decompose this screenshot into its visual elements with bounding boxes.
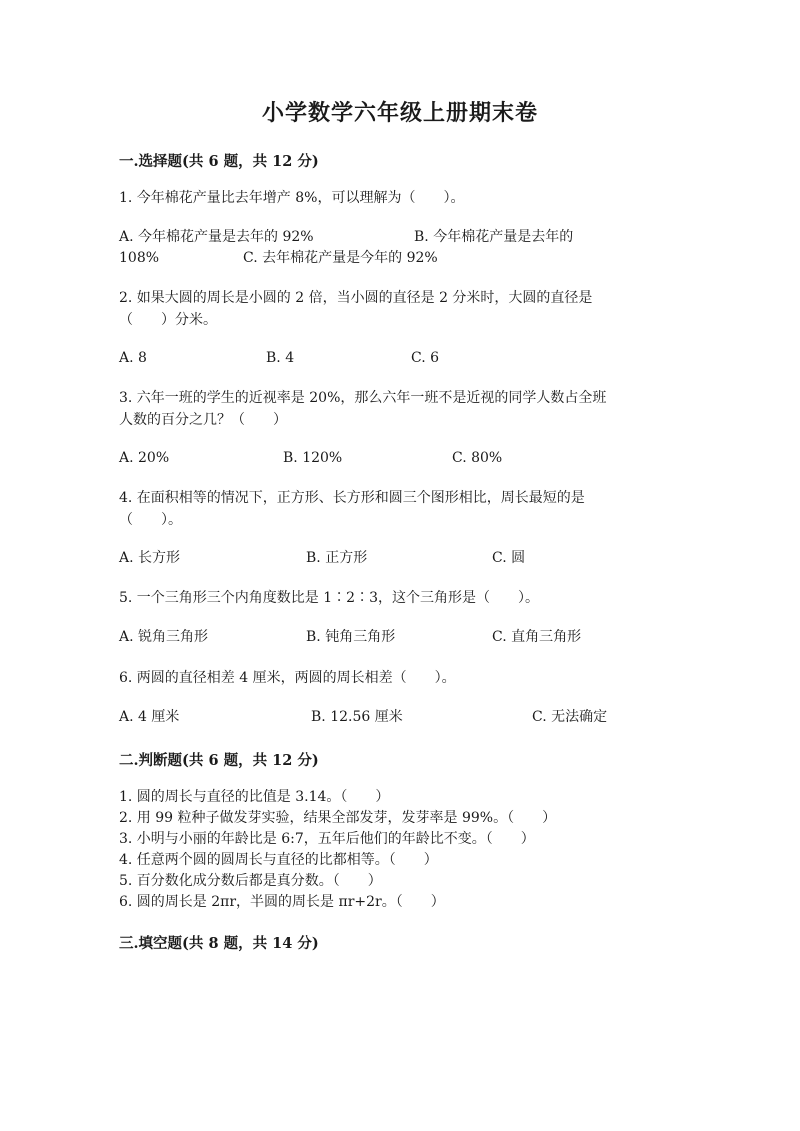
question-4-stem-line1: 4. 在面积相等的情况下，正方形、长方形和圆三个图形相比，周长最短的是	[119, 490, 585, 506]
question-4-option-c: C. 圆	[492, 550, 526, 566]
page-title: 小学数学六年级上册期末卷	[261, 100, 538, 126]
section-heading-fill-blank: 三.填空题(共 8 题，共 14 分)	[119, 935, 319, 952]
question-1-option-c: C. 去年棉花产量是今年的 92%	[243, 250, 438, 266]
section-heading-choice: 一.选择题(共 6 题，共 12 分)	[119, 153, 319, 170]
question-5-option-c: C. 直角三角形	[492, 629, 582, 645]
question-6-stem: 6. 两圆的直径相差 4 厘米，两圆的周长相差（ ）。	[119, 670, 456, 686]
question-2-stem-line2: （ ）分米。	[119, 312, 217, 328]
question-3-stem-line2: 人数的百分之几？（ ）	[119, 412, 287, 428]
question-6-option-a: A. 4 厘米	[119, 709, 180, 725]
question-1-stem: 1. 今年棉花产量比去年增产 8%，可以理解为（ ）。	[119, 190, 465, 206]
true-false-item-4: 4. 任意两个圆的圆周长与直径的比都相等。（ ）	[119, 852, 438, 868]
question-2-stem-line1: 2. 如果大圆的周长是小圆的 2 倍，当小圆的直径是 2 分米时，大圆的直径是	[119, 290, 593, 306]
true-false-item-5: 5. 百分数化成分数后都是真分数。（ ）	[119, 873, 382, 889]
question-1-option-b: B. 今年棉花产量是去年的	[414, 229, 574, 245]
question-2-option-c: C. 6	[411, 350, 440, 366]
true-false-item-6: 6. 圆的周长是 2πr，半圆的周长是 πr+2r。（ ）	[119, 894, 445, 910]
question-5-option-b: B. 钝角三角形	[306, 629, 396, 645]
question-1-option-b-continued: 108%	[119, 250, 160, 266]
true-false-item-1: 1. 圆的周长与直径的比值是 3.14。（ ）	[119, 789, 390, 805]
question-6-option-c: C. 无法确定	[532, 709, 608, 725]
true-false-item-2: 2. 用 99 粒种子做发芽实验，结果全部发芽，发芽率是 99%。（ ）	[119, 810, 557, 826]
question-4-option-a: A. 长方形	[119, 550, 181, 566]
question-5-stem: 5. 一个三角形三个内角度数比是 1∶2∶3，这个三角形是（ ）。	[119, 590, 539, 606]
section-heading-true-false: 二.判断题(共 6 题，共 12 分)	[119, 752, 319, 769]
question-3-stem-line1: 3. 六年一班的学生的近视率是 20%，那么六年一班不是近视的同学人数占全班	[119, 390, 607, 406]
question-4-option-b: B. 正方形	[306, 550, 368, 566]
question-1-option-a: A. 今年棉花产量是去年的 92%	[119, 229, 314, 245]
true-false-item-3: 3. 小明与小丽的年龄比是 6:7，五年后他们的年龄比不变。（ ）	[119, 831, 535, 847]
question-2-option-b: B. 4	[266, 350, 295, 366]
question-4-stem-line2: （ ）。	[119, 512, 182, 528]
question-2-option-a: A. 8	[119, 350, 147, 366]
question-6-option-b: B. 12.56 厘米	[311, 709, 403, 725]
question-3-option-b: B. 120%	[283, 450, 343, 466]
question-5-option-a: A. 锐角三角形	[119, 629, 209, 645]
question-3-option-c: C. 80%	[452, 450, 503, 466]
question-3-option-a: A. 20%	[119, 450, 170, 466]
